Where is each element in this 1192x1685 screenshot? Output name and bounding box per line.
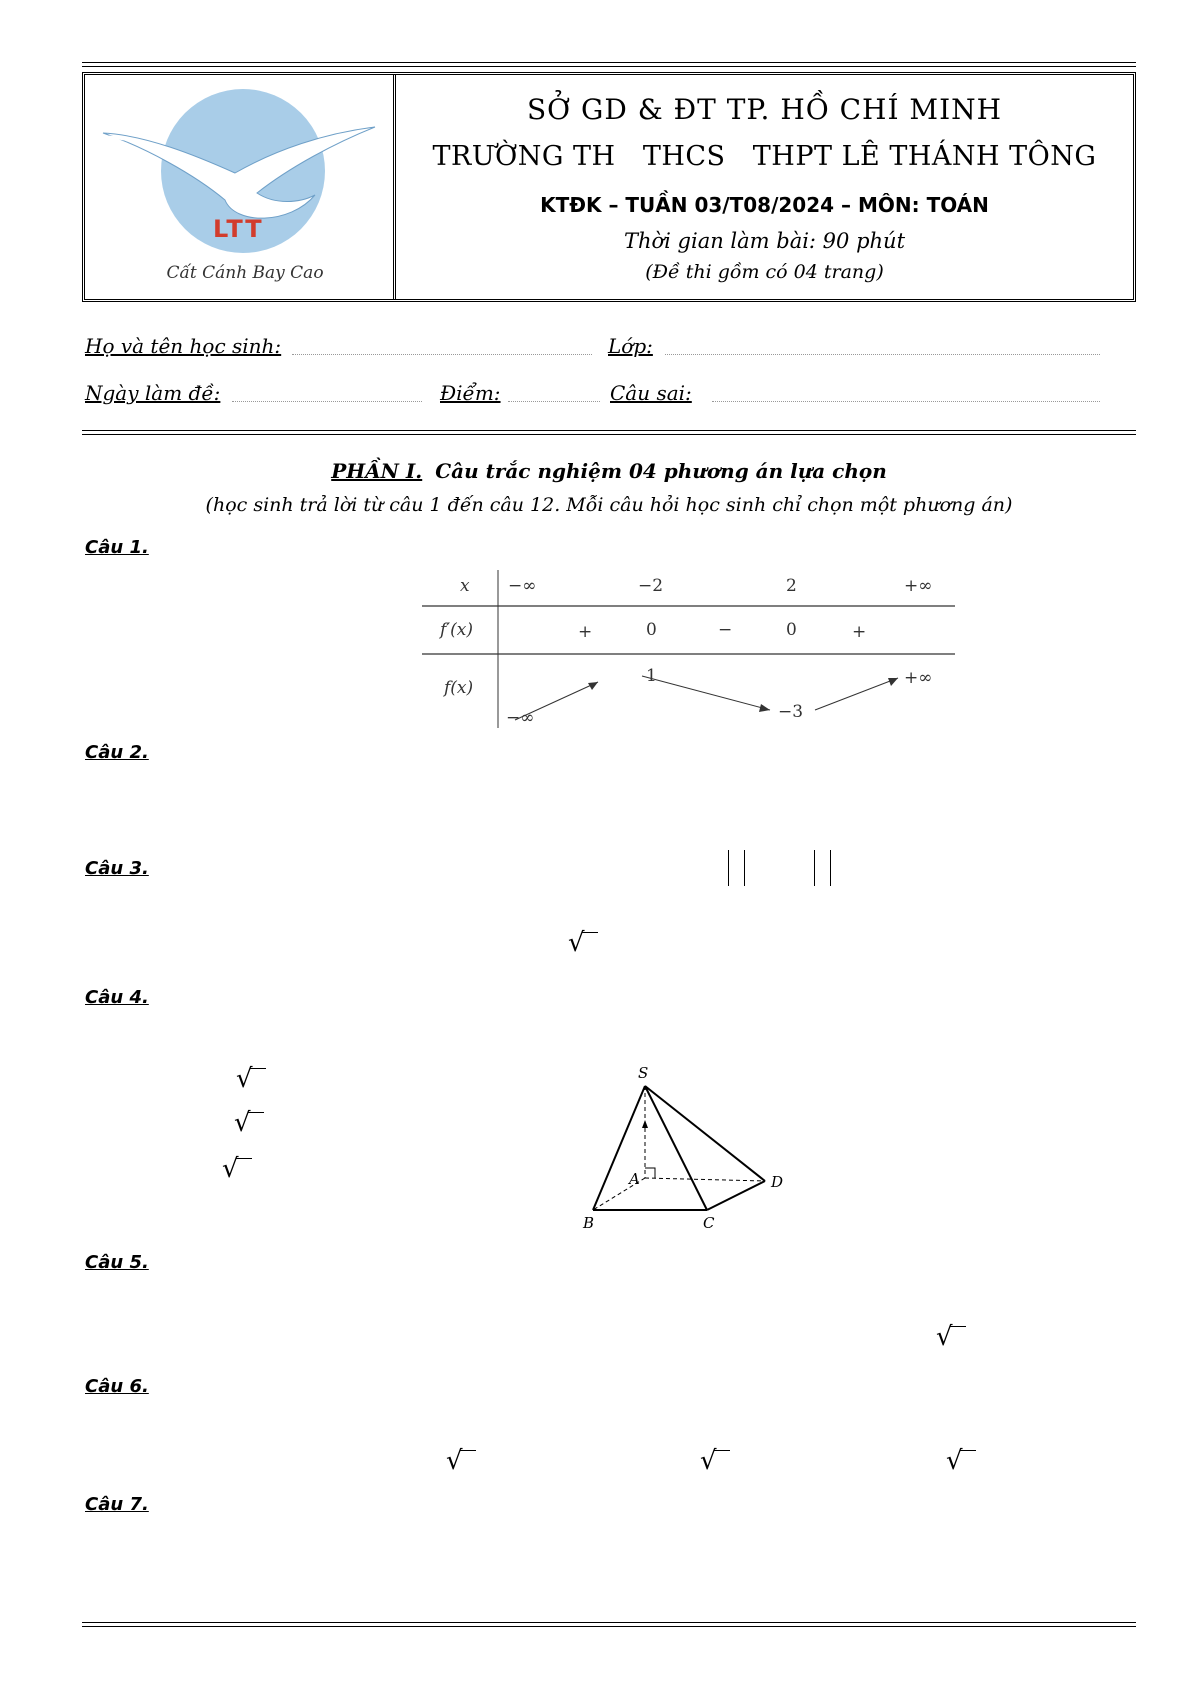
vertex-c: C [703, 1214, 715, 1230]
vt-sign-4: 0 [786, 620, 797, 640]
wrong-field[interactable] [712, 401, 1100, 402]
info-rule [82, 430, 1136, 431]
vertex-a: A [629, 1170, 640, 1188]
vt-x-value-4: +∞ [904, 576, 933, 596]
section-subtitle: (học sinh trả lời từ câu 1 đến câu 12. Mỗi câu hỏi học sinh chỉ chọn một phương án) [205, 494, 1013, 516]
logo-motto: Cất Cánh Bay Cao [166, 263, 324, 283]
sqrt-symbol: √ [222, 1154, 239, 1184]
vt-f-value-4: +∞ [904, 668, 933, 688]
title-cell [396, 75, 1133, 299]
vt-x-value-3: 2 [786, 576, 797, 596]
sqrt-symbol: √ [234, 1108, 251, 1138]
student-name-label: Họ và tên học sinh: [85, 334, 282, 358]
sqrt-symbol: √ [946, 1446, 963, 1476]
vt-sign-2: 0 [646, 620, 657, 640]
section-title: Câu trắc nghiệm 04 phương án lựa chọn [435, 459, 887, 483]
section-part: PHẦN I. [331, 459, 423, 483]
sqrt-symbol: √ [568, 928, 585, 958]
vt-f-value-1: −∞ [506, 708, 535, 728]
school-title: TRƯỜNG TH THCS THPT LÊ THÁNH TÔNG [432, 141, 1097, 172]
sqrt-symbol: √ [936, 1322, 953, 1352]
question-1-label: Câu 1. [85, 537, 149, 558]
question-6-label: Câu 6. [85, 1376, 149, 1397]
sqrt-symbol: √ [236, 1064, 253, 1094]
footer-rule [82, 1622, 1136, 1623]
date-field[interactable] [232, 401, 422, 402]
variation-table-lines [420, 570, 960, 730]
sqrt-symbol: √ [446, 1446, 463, 1476]
header-box [82, 72, 1136, 302]
vt-sign-3: − [718, 620, 733, 640]
vt-sign-1: + [578, 622, 593, 642]
vertex-s: S [638, 1064, 649, 1082]
score-field[interactable] [508, 401, 600, 402]
abs-bar-2 [744, 850, 745, 886]
date-label: Ngày làm đề: [85, 381, 221, 405]
question-7-label: Câu 7. [85, 1494, 149, 1515]
top-rule [82, 62, 1136, 63]
department-title: SỞ GD & ĐT TP. HỒ CHÍ MINH [526, 93, 1003, 126]
vt-fprime-label: f′(x) [440, 620, 474, 640]
vt-x-value-1: −∞ [508, 576, 537, 596]
vt-f-value-2: 1 [646, 666, 657, 686]
class-field[interactable] [665, 354, 1100, 355]
variation-table [420, 570, 960, 730]
vertex-b: B [583, 1214, 595, 1230]
logo-text: LTT [213, 215, 264, 243]
class-label: Lớp: [608, 334, 653, 358]
exam-duration: Thời gian làm bài: 90 phút [623, 229, 906, 253]
abs-bar-1 [728, 850, 729, 886]
vertex-d: D [771, 1173, 784, 1191]
exam-title: KTĐK – TUẦN 03/T08/2024 – MÔN: TOÁN [540, 193, 989, 217]
exam-pages: (Đề thi gồm có 04 trang) [645, 261, 884, 283]
wrong-label: Câu sai: [610, 381, 692, 405]
vt-sign-5: + [852, 622, 867, 642]
abs-bar-3 [814, 850, 815, 886]
vt-f-label: f(x) [444, 678, 474, 698]
question-2-label: Câu 2. [85, 742, 149, 763]
logo-cell [85, 75, 396, 299]
vt-x-label: x [460, 576, 470, 596]
vt-f-value-3: −3 [778, 702, 804, 722]
vt-x-value-2: −2 [638, 576, 664, 596]
pyramid-figure [575, 1060, 815, 1230]
student-name-field[interactable] [292, 354, 592, 355]
question-3-label: Câu 3. [85, 858, 149, 879]
sqrt-symbol: √ [700, 1446, 717, 1476]
abs-bar-4 [830, 850, 831, 886]
section-heading [82, 459, 1136, 483]
score-label: Điểm: [440, 381, 501, 405]
question-4-label: Câu 4. [85, 987, 149, 1008]
question-5-label: Câu 5. [85, 1252, 149, 1273]
